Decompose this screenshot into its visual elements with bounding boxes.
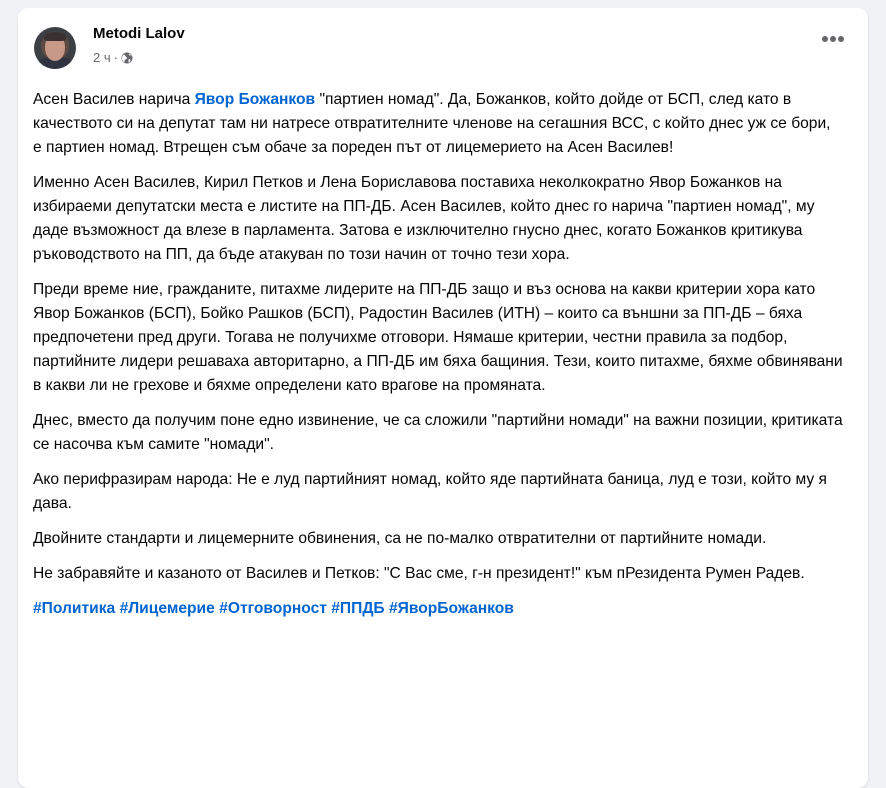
hashtag-link[interactable]: #Лицемерие bbox=[119, 600, 215, 617]
post-meta bbox=[93, 50, 133, 65]
avatar-hair bbox=[44, 32, 66, 41]
more-dot bbox=[822, 36, 828, 42]
hashtag-link[interactable]: #ППДБ bbox=[331, 600, 385, 617]
more-options-icon[interactable] bbox=[822, 36, 844, 42]
globe-icon[interactable] bbox=[121, 52, 133, 64]
post-content bbox=[33, 88, 843, 632]
meta-separator: · bbox=[113, 50, 118, 65]
mention-link[interactable]: Явор Божанков bbox=[194, 91, 316, 108]
more-dot bbox=[830, 36, 836, 42]
hashtag-link[interactable]: #Отговорност bbox=[219, 600, 327, 617]
paragraph-1-end: "партиен номад". Да, Божанков, който дойде от БСП, след като в качеството си на депутат там ни натресе отвратителните членове на сегашния ВСС, с който днес уж се бори, е партиен номад. Втрещен съм обаче за пореден път от лицемерието на Асен Василев! bbox=[33, 91, 831, 156]
hashtags bbox=[33, 597, 843, 621]
post-card bbox=[18, 8, 868, 788]
paragraph-5: Ако перифразирам народа: Не е луд партийният номад, който яде партийната баница, луд е този, който му я дава. bbox=[33, 471, 827, 512]
paragraph-6: Двойните стандарти и лицемерните обвинения, са не по-малко отвратителни от партийните номади. bbox=[33, 530, 767, 547]
paragraph-1-start: Асен Василев нарича bbox=[33, 91, 195, 108]
author-avatar[interactable] bbox=[34, 27, 76, 69]
paragraph-1 bbox=[33, 88, 843, 160]
paragraph-3: Преди време ние, гражданите, питахме лидерите на ПП-ДБ защо и въз основа на какви критерии хора като Явор Божанков (БСП), Бойко Рашков (БСП), Радостин Василев (ИТН) – които са външни за ПП-ДБ – бяха предпочетени пред други. Тогава не получихме отговори. Нямаше критерии, честни правила за подбор, партийните лидери решаваха авторитарно, а ПП-ДБ им бяха бащиния. Тези, които питахме, бяхме обвинявани в какви ли не грехове и бяхме определени като врагове на промяната. bbox=[33, 281, 843, 394]
paragraph-2: Именно Асен Василев, Кирил Петков и Лена Бориславова поставиха неколкократно Явор Божанков на избираеми депутатски места е листите на ПП-ДБ. Асен Василев, който днес го нарича "партиен номад", му даде възможност да влезе в парламента. Затова е изключително гнусно днес, когато Божанков критикува ръководството на ПП, да бъде атакуван по този начин от точно тези хора. bbox=[33, 174, 815, 263]
more-dot bbox=[838, 36, 844, 42]
author-name[interactable]: Metodi Lalov bbox=[93, 25, 185, 42]
paragraph-4: Днес, вместо да получим поне едно извинение, че са сложили "партийни номади" на важни позиции, критиката се насочва към самите "номади". bbox=[33, 412, 843, 453]
paragraph-7: Не забравяйте и казаното от Василев и Петков: "С Вас сме, г-н президент!" към пРезидента Румен Радев. bbox=[33, 565, 805, 582]
post-time[interactable]: 2 ч bbox=[93, 50, 111, 65]
hashtag-link[interactable]: #ЯворБожанков bbox=[388, 600, 514, 617]
hashtag-link[interactable]: #Политика bbox=[33, 600, 116, 617]
